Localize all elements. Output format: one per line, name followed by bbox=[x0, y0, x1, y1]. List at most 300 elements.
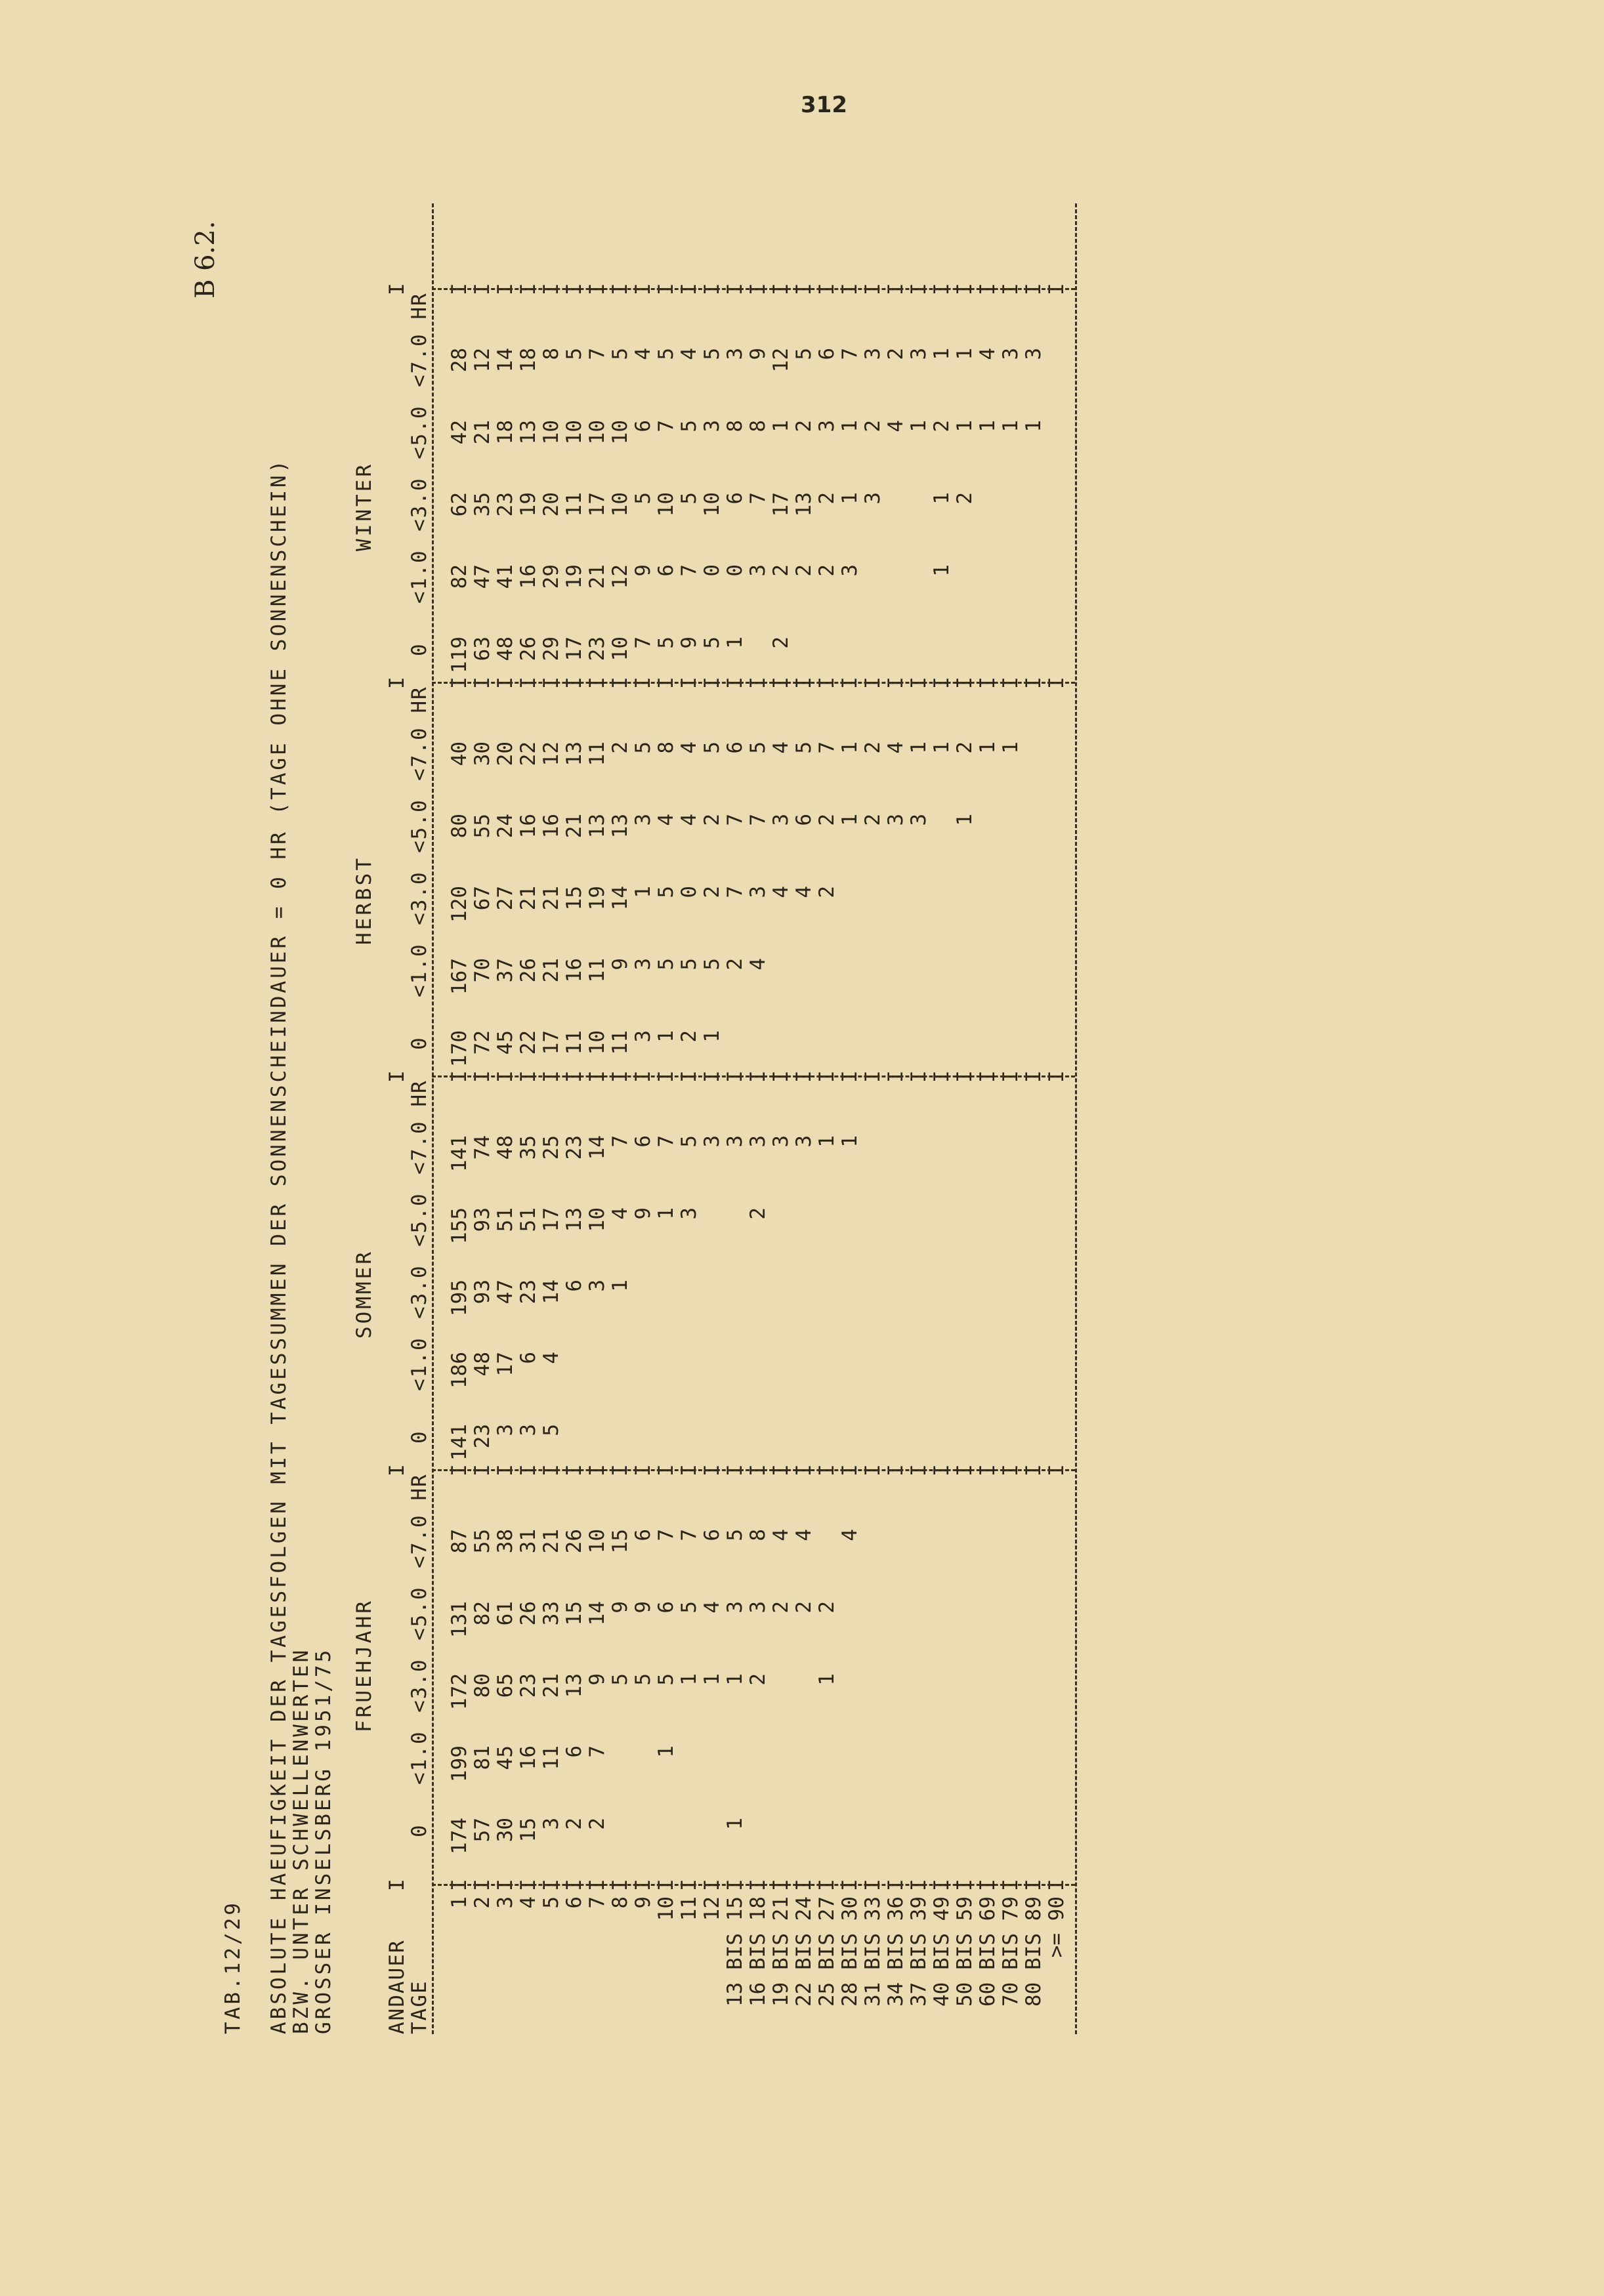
row-label: 12 bbox=[700, 1896, 724, 1921]
row-bar: I bbox=[654, 283, 678, 295]
row-label: 11 bbox=[677, 1896, 701, 1921]
table-cell: 1 bbox=[700, 1030, 724, 1043]
row-bar: I bbox=[448, 1464, 471, 1476]
row-bar: I bbox=[815, 1879, 839, 1891]
row-bar: I bbox=[1045, 677, 1068, 689]
threshold-label: <5.0 bbox=[408, 799, 431, 853]
table-cell: 6 bbox=[654, 564, 678, 577]
table-cell: 5 bbox=[700, 637, 724, 649]
table-cell: 1 bbox=[654, 1030, 678, 1043]
table-cell: 24 bbox=[494, 814, 517, 839]
table-cell: 3 bbox=[539, 1818, 563, 1830]
column-bar: I bbox=[385, 1069, 409, 1083]
table-cell: 7 bbox=[608, 1135, 632, 1148]
threshold-label: <7.0 HR bbox=[408, 686, 431, 781]
table-cell: 1 bbox=[976, 420, 1000, 432]
table-cell: 11 bbox=[585, 741, 609, 766]
table-cell: 20 bbox=[539, 492, 563, 517]
row-bar: I bbox=[976, 677, 1000, 689]
row-bar: I bbox=[907, 283, 931, 295]
table-cell: 1 bbox=[953, 814, 977, 826]
row-bar: I bbox=[976, 1070, 1000, 1083]
table-cell: 131 bbox=[448, 1601, 471, 1638]
table-cell: 4 bbox=[838, 1529, 862, 1541]
table-cell: 3 bbox=[517, 1424, 540, 1436]
table-cell: 10 bbox=[585, 1030, 609, 1055]
table-cell: 21 bbox=[562, 814, 586, 839]
table-cell: 3 bbox=[884, 814, 908, 826]
table-cell: 87 bbox=[448, 1529, 471, 1554]
table-cell: 93 bbox=[471, 1207, 494, 1232]
row-bar: I bbox=[792, 1879, 816, 1891]
threshold-label: <5.0 bbox=[408, 1586, 431, 1640]
row-bar: I bbox=[746, 1070, 770, 1083]
row-bar: I bbox=[494, 677, 517, 689]
row-label: 1 bbox=[448, 1896, 471, 1909]
table-cell: 2 bbox=[792, 564, 816, 577]
table-cell: 4 bbox=[746, 958, 770, 971]
column-divider bbox=[432, 682, 1075, 684]
table-cell: 6 bbox=[654, 1601, 678, 1614]
row-bar: I bbox=[677, 677, 701, 689]
row-bar: I bbox=[677, 1070, 701, 1083]
row-bar: I bbox=[1045, 1070, 1068, 1083]
row-header-tage: TAGE bbox=[408, 1980, 431, 2034]
row-bar: I bbox=[631, 283, 655, 295]
row-label: 3 bbox=[494, 1896, 517, 1909]
table-cell: 1 bbox=[953, 348, 977, 360]
table-cell: 23 bbox=[494, 492, 517, 517]
table-cell: 1 bbox=[723, 637, 747, 649]
table-cell: 6 bbox=[631, 420, 655, 432]
row-header-andauer: ANDAUER bbox=[385, 1939, 409, 2034]
row-bar: I bbox=[448, 1879, 471, 1891]
table-cell: 14 bbox=[539, 1280, 563, 1305]
table-cell: 2 bbox=[769, 564, 793, 577]
row-bar: I bbox=[471, 677, 494, 689]
row-bar: I bbox=[585, 1070, 609, 1083]
row-bar: I bbox=[861, 283, 885, 295]
row-bar: I bbox=[494, 1879, 517, 1891]
station-period: GROSSER INSELSBERG 1951/75 bbox=[312, 1647, 335, 2034]
table-cell: 72 bbox=[471, 1030, 494, 1055]
table-cell: 18 bbox=[517, 348, 540, 373]
row-bar: I bbox=[631, 1070, 655, 1083]
table-cell: 23 bbox=[562, 1135, 586, 1160]
table-cell: 7 bbox=[585, 1745, 609, 1758]
table-cell: 2 bbox=[953, 741, 977, 754]
table-cell: 3 bbox=[723, 1601, 747, 1614]
row-bar: I bbox=[608, 677, 632, 689]
row-bar: I bbox=[539, 1879, 563, 1891]
table-cell: 1 bbox=[838, 741, 862, 754]
table-cell: 23 bbox=[585, 637, 609, 661]
row-bar: I bbox=[723, 677, 747, 689]
threshold-label: <1.0 bbox=[408, 1337, 431, 1391]
table-cell: 51 bbox=[517, 1207, 540, 1232]
table-cell: 17 bbox=[562, 637, 586, 661]
table-cell: 4 bbox=[608, 1207, 632, 1220]
page-number: 312 bbox=[801, 92, 847, 118]
table-cell: 2 bbox=[861, 741, 885, 754]
table-cell: 35 bbox=[471, 492, 494, 517]
table-cell: 3 bbox=[585, 1280, 609, 1292]
table-cell: 186 bbox=[448, 1352, 471, 1388]
table-cell: 13 bbox=[608, 814, 632, 839]
row-bar: I bbox=[769, 1879, 793, 1891]
row-bar: I bbox=[815, 283, 839, 295]
threshold-label: <7.0 HR bbox=[408, 1473, 431, 1568]
row-bar: I bbox=[654, 677, 678, 689]
row-bar: I bbox=[448, 1070, 471, 1083]
table-cell: 5 bbox=[631, 1673, 655, 1686]
table-cell: 1 bbox=[907, 420, 931, 432]
table-cell: 23 bbox=[517, 1673, 540, 1698]
row-bar: I bbox=[1022, 677, 1045, 689]
table-cell: 5 bbox=[631, 741, 655, 754]
row-bar: I bbox=[838, 677, 862, 689]
table-cell: 11 bbox=[585, 958, 609, 983]
table-cell: 16 bbox=[539, 814, 563, 839]
table-cell: 3 bbox=[677, 1207, 701, 1220]
table-cell: 2 bbox=[677, 1030, 701, 1043]
table-cell: 8 bbox=[539, 348, 563, 360]
table-cell: 141 bbox=[448, 1135, 471, 1172]
row-bar: I bbox=[517, 1070, 540, 1083]
table-cell: 1 bbox=[815, 1673, 839, 1686]
table-cell: 2 bbox=[815, 492, 839, 505]
table-cell: 2 bbox=[608, 741, 632, 754]
table-cell: 7 bbox=[723, 814, 747, 826]
table-cell: 15 bbox=[608, 1529, 632, 1554]
threshold-label: <1.0 bbox=[408, 1730, 431, 1785]
table-cell: 1 bbox=[907, 741, 931, 754]
row-bar: I bbox=[608, 1070, 632, 1083]
row-bar: I bbox=[861, 1879, 885, 1891]
table-cell: 3 bbox=[861, 348, 885, 360]
table-cell: 3 bbox=[746, 1135, 770, 1148]
table-cell: 3 bbox=[815, 420, 839, 432]
table-cell: 5 bbox=[677, 1601, 701, 1614]
table-cell: 2 bbox=[815, 1601, 839, 1614]
table-cell: 6 bbox=[815, 348, 839, 360]
table-cell: 7 bbox=[815, 741, 839, 754]
row-bar: I bbox=[700, 283, 724, 295]
table-cell: 9 bbox=[677, 637, 701, 649]
table-cell: 26 bbox=[517, 1601, 540, 1626]
row-bar: I bbox=[769, 677, 793, 689]
row-label: 16 BIS 18 bbox=[746, 1896, 770, 2007]
row-bar: I bbox=[631, 1464, 655, 1476]
row-bar: I bbox=[953, 677, 977, 689]
row-bar: I bbox=[815, 677, 839, 689]
table-cell: 10 bbox=[562, 420, 586, 445]
table-cell: 4 bbox=[884, 741, 908, 754]
table-cell: 47 bbox=[471, 564, 494, 589]
table-cell: 7 bbox=[654, 420, 678, 432]
table-cell: 4 bbox=[631, 348, 655, 360]
table-cell: 31 bbox=[517, 1529, 540, 1554]
table-cell: 1 bbox=[930, 348, 954, 360]
row-bar: I bbox=[953, 1070, 977, 1083]
table-cell: 9 bbox=[631, 564, 655, 577]
table-cell: 15 bbox=[517, 1818, 540, 1843]
table-cell: 5 bbox=[539, 1424, 563, 1436]
column-bar: I bbox=[385, 675, 409, 689]
threshold-label: 0 bbox=[408, 1824, 431, 1837]
row-bar: I bbox=[723, 283, 747, 295]
table-cell: 12 bbox=[769, 348, 793, 373]
table-cell: 23 bbox=[471, 1424, 494, 1449]
table-cell: 19 bbox=[562, 564, 586, 589]
table-cell: 8 bbox=[654, 741, 678, 754]
table-cell: 2 bbox=[585, 1818, 609, 1830]
table-cell: 20 bbox=[494, 741, 517, 766]
table-cell: 16 bbox=[517, 1745, 540, 1770]
table-cell: 1 bbox=[999, 741, 1023, 754]
table-cell: 5 bbox=[654, 637, 678, 649]
table-cell: 15 bbox=[562, 886, 586, 911]
row-bar: I bbox=[838, 1464, 862, 1476]
row-label: 50 BIS 59 bbox=[953, 1896, 977, 2007]
row-bar: I bbox=[815, 1070, 839, 1083]
row-label: >= 90 bbox=[1045, 1896, 1068, 1958]
table-cell: 12 bbox=[608, 564, 632, 589]
table-cell: 48 bbox=[471, 1352, 494, 1377]
row-bar: I bbox=[746, 283, 770, 295]
table-cell: 4 bbox=[769, 886, 793, 898]
table-cell: 5 bbox=[723, 1529, 747, 1541]
season-label: FRUEHJAHR bbox=[352, 1598, 376, 1732]
row-bar: I bbox=[792, 677, 816, 689]
table-cell: 27 bbox=[494, 886, 517, 911]
table-cell: 5 bbox=[608, 348, 632, 360]
table-cell: 8 bbox=[746, 420, 770, 432]
table-cell: 29 bbox=[539, 564, 563, 589]
row-label: 37 BIS 39 bbox=[907, 1896, 931, 2007]
table-cell: 2 bbox=[792, 1601, 816, 1614]
row-label: 25 BIS 27 bbox=[815, 1896, 839, 2007]
row-label: 2 bbox=[471, 1896, 494, 1909]
row-bar: I bbox=[585, 677, 609, 689]
table-cell: 1 bbox=[654, 1745, 678, 1758]
table-cell: 5 bbox=[677, 492, 701, 505]
table-cell: 2 bbox=[746, 1673, 770, 1686]
table-cell: 80 bbox=[471, 1673, 494, 1698]
table-cell: 2 bbox=[700, 886, 724, 898]
table-cell: 6 bbox=[700, 1529, 724, 1541]
table-cell: 26 bbox=[517, 637, 540, 661]
table-cell: 7 bbox=[723, 886, 747, 898]
table-cell: 3 bbox=[999, 348, 1023, 360]
column-divider bbox=[432, 1884, 1075, 1886]
table-title: ABSOLUTE HAEUFIGKEIT DER TAGESFOLGEN MIT TAGESSUMMEN DER SONNENSCHEINDAUER = 0 HR (TAGE OHNE SONNENSCHEIN) bbox=[267, 457, 291, 2034]
table-cell: 11 bbox=[608, 1030, 632, 1055]
row-label: 28 BIS 30 bbox=[838, 1896, 862, 2007]
row-bar: I bbox=[677, 1464, 701, 1476]
table-cell: 5 bbox=[746, 741, 770, 754]
table-cell: 3 bbox=[746, 886, 770, 898]
row-bar: I bbox=[746, 1464, 770, 1476]
row-bar: I bbox=[953, 1879, 977, 1891]
table-cell: 13 bbox=[585, 814, 609, 839]
table-cell: 4 bbox=[884, 420, 908, 432]
row-bar: I bbox=[999, 677, 1023, 689]
table-cell: 19 bbox=[517, 492, 540, 517]
table-cell: 167 bbox=[448, 958, 471, 995]
column-bar: I bbox=[385, 282, 409, 295]
row-bar: I bbox=[471, 1879, 494, 1891]
table-cell: 10 bbox=[608, 492, 632, 517]
row-label: 70 BIS 79 bbox=[999, 1896, 1023, 2007]
table-cell: 4 bbox=[677, 814, 701, 826]
table-cell: 3 bbox=[700, 1135, 724, 1148]
row-label: 60 BIS 69 bbox=[976, 1896, 1000, 2007]
table-cell: 1 bbox=[976, 741, 1000, 754]
row-bar: I bbox=[1022, 283, 1045, 295]
table-cell: 14 bbox=[494, 348, 517, 373]
table-cell: 45 bbox=[494, 1030, 517, 1055]
row-label: 8 bbox=[608, 1896, 632, 1909]
table-cell: 2 bbox=[815, 564, 839, 577]
row-bar: I bbox=[976, 1464, 1000, 1476]
table-cell: 14 bbox=[585, 1601, 609, 1626]
threshold-label: <7.0 HR bbox=[408, 1079, 431, 1175]
column-divider bbox=[432, 1469, 1075, 1471]
column-bar: I bbox=[385, 1463, 409, 1476]
table-cell: 3 bbox=[907, 814, 931, 826]
row-bar: I bbox=[700, 1464, 724, 1476]
table-cell: 22 bbox=[517, 741, 540, 766]
season-label: SOMMER bbox=[352, 1249, 376, 1339]
row-bar: I bbox=[723, 1464, 747, 1476]
table-cell: 2 bbox=[930, 420, 954, 432]
table-cell: 45 bbox=[494, 1745, 517, 1770]
row-label: 22 BIS 24 bbox=[792, 1896, 816, 2007]
table-cell: 10 bbox=[608, 420, 632, 445]
row-bar: I bbox=[861, 1070, 885, 1083]
table-cell: 7 bbox=[631, 637, 655, 649]
row-bar: I bbox=[769, 283, 793, 295]
table-cell: 5 bbox=[700, 958, 724, 971]
threshold-label: 0 bbox=[408, 1036, 431, 1050]
table-cell: 1 bbox=[1022, 420, 1045, 432]
table-cell: 0 bbox=[677, 886, 701, 898]
table-cell: 10 bbox=[539, 420, 563, 445]
table-cell: 4 bbox=[539, 1352, 563, 1364]
table-cell: 17 bbox=[539, 1030, 563, 1055]
table-cell: 17 bbox=[769, 492, 793, 517]
threshold-label: <5.0 bbox=[408, 405, 431, 459]
table-cell: 1 bbox=[677, 1673, 701, 1686]
row-label: 7 bbox=[585, 1896, 609, 1909]
row-bar: I bbox=[517, 1879, 540, 1891]
table-cell: 3 bbox=[700, 420, 724, 432]
table-cell: 9 bbox=[585, 1673, 609, 1686]
table-cell: 12 bbox=[539, 741, 563, 766]
table-cell: 172 bbox=[448, 1673, 471, 1710]
table-cell: 0 bbox=[723, 564, 747, 577]
row-bar: I bbox=[1045, 1464, 1068, 1476]
table-cell: 9 bbox=[608, 1601, 632, 1614]
table-cell: 2 bbox=[792, 420, 816, 432]
row-bar: I bbox=[539, 1070, 563, 1083]
table-cell: 10 bbox=[585, 1529, 609, 1554]
table-cell: 21 bbox=[517, 886, 540, 911]
row-bar: I bbox=[999, 1070, 1023, 1083]
row-bar: I bbox=[907, 1070, 931, 1083]
table-cell: 14 bbox=[585, 1135, 609, 1160]
table-cell: 16 bbox=[562, 958, 586, 983]
row-bar: I bbox=[562, 677, 586, 689]
table-cell: 2 bbox=[562, 1818, 586, 1830]
table-cell: 74 bbox=[471, 1135, 494, 1160]
table-cell: 4 bbox=[792, 1529, 816, 1541]
table-cell: 21 bbox=[539, 958, 563, 983]
table-cell: 21 bbox=[585, 564, 609, 589]
row-bar: I bbox=[907, 677, 931, 689]
row-bar: I bbox=[631, 677, 655, 689]
table-cell: 1 bbox=[999, 420, 1023, 432]
row-bar: I bbox=[539, 1464, 563, 1476]
table-cell: 4 bbox=[677, 348, 701, 360]
table-cell: 23 bbox=[517, 1280, 540, 1305]
row-label: 13 BIS 15 bbox=[723, 1896, 747, 2007]
table-cell: 4 bbox=[769, 1529, 793, 1541]
table-cell: 47 bbox=[494, 1280, 517, 1305]
table-cell: 4 bbox=[976, 348, 1000, 360]
table-cell: 5 bbox=[677, 1135, 701, 1148]
row-bar: I bbox=[792, 1464, 816, 1476]
table-cell: 6 bbox=[517, 1352, 540, 1364]
table-cell: 19 bbox=[585, 886, 609, 911]
table-cell: 70 bbox=[471, 958, 494, 983]
row-bar: I bbox=[907, 1464, 931, 1476]
table-cell: 1 bbox=[654, 1207, 678, 1220]
table-cell: 1 bbox=[930, 741, 954, 754]
table-cell: 0 bbox=[700, 564, 724, 577]
row-label: 5 bbox=[539, 1896, 563, 1909]
row-bar: I bbox=[861, 1464, 885, 1476]
table-cell: 10 bbox=[700, 492, 724, 517]
table-cell: 16 bbox=[517, 564, 540, 589]
table-cell: 80 bbox=[448, 814, 471, 839]
table-cell: 2 bbox=[723, 958, 747, 971]
table-cell: 199 bbox=[448, 1745, 471, 1782]
table-cell: 141 bbox=[448, 1424, 471, 1461]
table-cell: 16 bbox=[517, 814, 540, 839]
table-cell: 2 bbox=[769, 1601, 793, 1614]
table-cell: 7 bbox=[585, 348, 609, 360]
table-cell: 5 bbox=[654, 1673, 678, 1686]
table-cell: 35 bbox=[517, 1135, 540, 1160]
table-cell: 1 bbox=[631, 886, 655, 898]
row-bar: I bbox=[517, 1464, 540, 1476]
table-cell: 5 bbox=[792, 348, 816, 360]
threshold-label: <7.0 HR bbox=[408, 292, 431, 387]
table-cell: 1 bbox=[930, 564, 954, 577]
threshold-label: <3.0 bbox=[408, 871, 431, 925]
row-label: 80 BIS 89 bbox=[1022, 1896, 1045, 2007]
row-label: 10 bbox=[654, 1896, 678, 1921]
table-cell: 3 bbox=[792, 1135, 816, 1148]
table-cell: 33 bbox=[539, 1601, 563, 1626]
threshold-label: 0 bbox=[408, 1430, 431, 1444]
table-cell: 21 bbox=[471, 420, 494, 445]
table-cell: 62 bbox=[448, 492, 471, 517]
table-cell: 1 bbox=[838, 420, 862, 432]
row-label: 19 BIS 21 bbox=[769, 1896, 793, 2007]
